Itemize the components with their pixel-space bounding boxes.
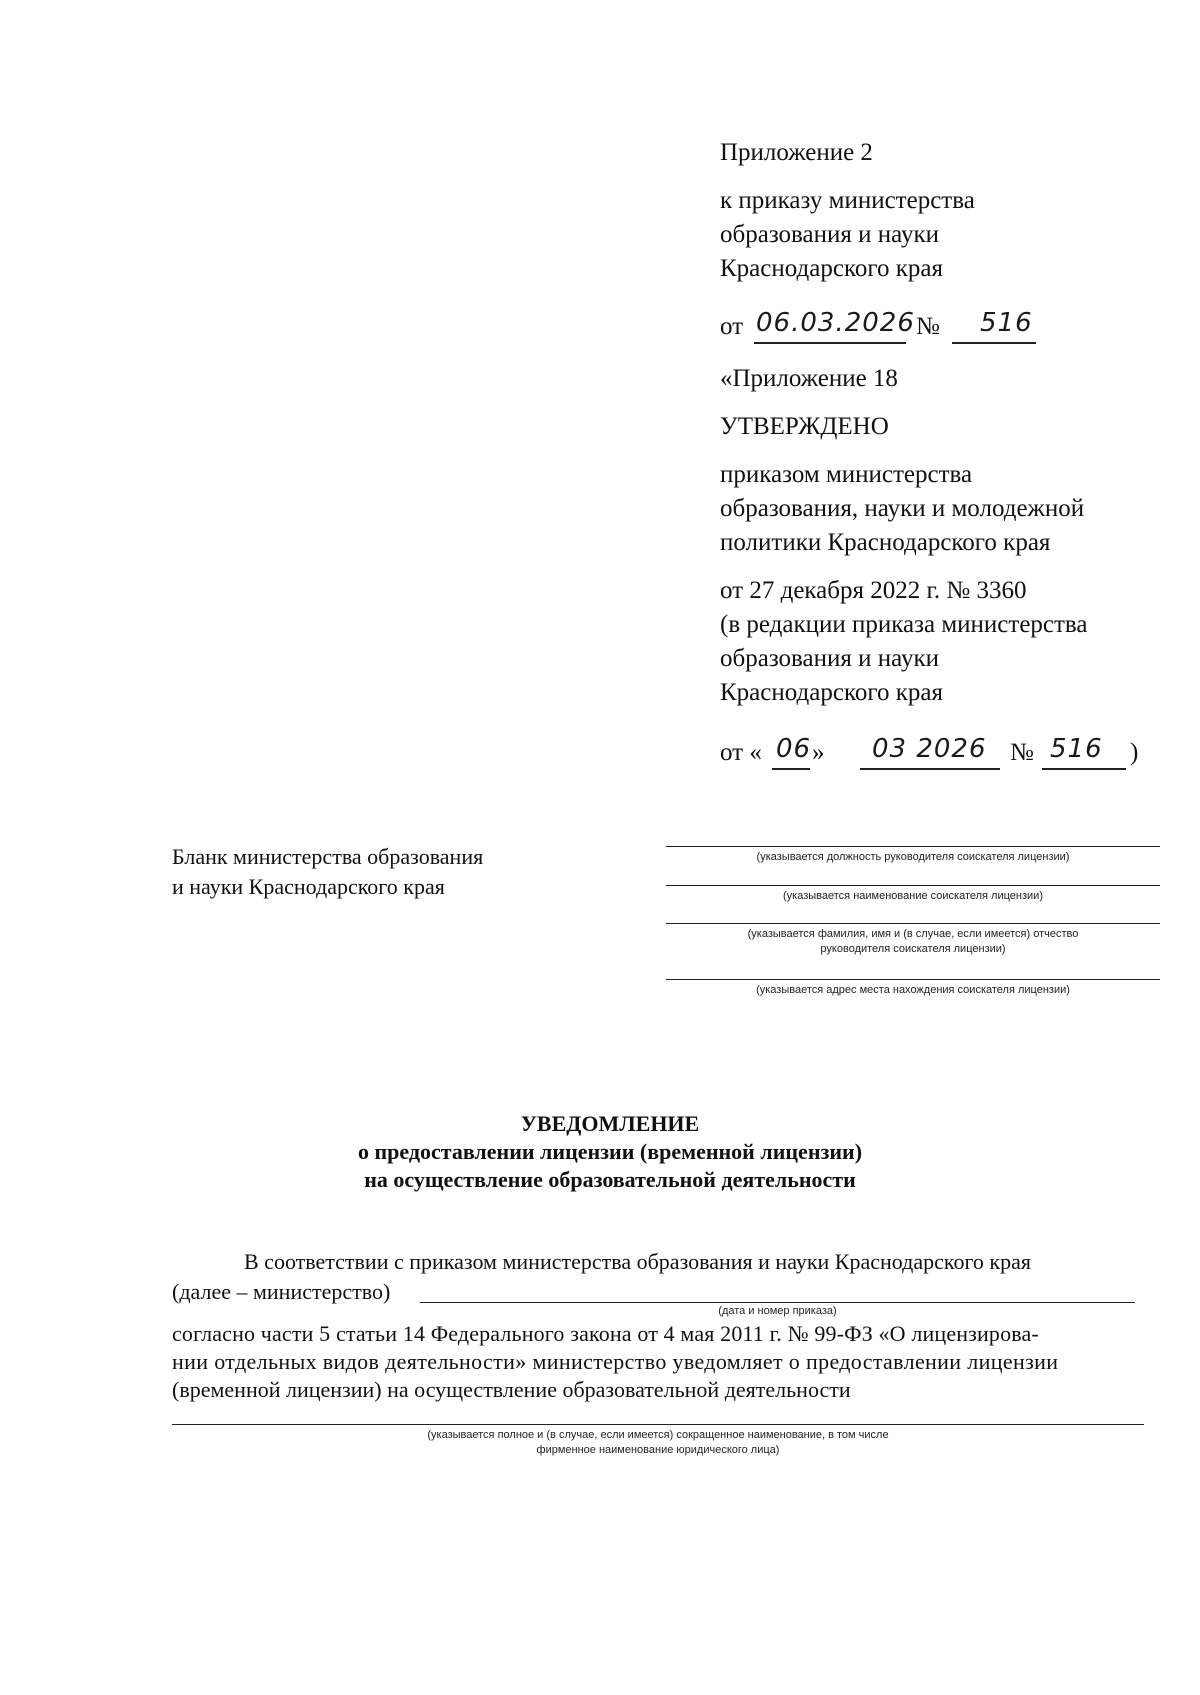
appendix-2-date-row bbox=[720, 306, 1160, 346]
appendix-2-order-line: образования и науки bbox=[720, 221, 939, 248]
address-line bbox=[666, 979, 1160, 980]
organization-caption-line: фирменное наименование юридического лица) bbox=[536, 1444, 780, 1456]
number-sign: № bbox=[1010, 739, 1034, 766]
appendix-18-block bbox=[720, 362, 1180, 710]
handwritten-month-year: 03 2026 bbox=[872, 734, 987, 764]
appendix-2-title: Приложение 2 bbox=[720, 139, 873, 166]
close-quote: » bbox=[812, 739, 825, 766]
approved-heading: УТВЕРЖДЕНО bbox=[720, 413, 889, 440]
address-caption: (указывается адрес места нахождения соискателя лицензии) bbox=[756, 984, 1070, 996]
approved-date-line: от 27 декабря 2022 г. № 3360 bbox=[720, 577, 1027, 604]
notice-subtitle: о предоставлении лицензии (временной лицензии) bbox=[357, 1139, 863, 1164]
number-sign: № bbox=[916, 313, 940, 340]
notice-subtitle: на осуществление образовательной деятельности bbox=[364, 1167, 856, 1192]
approved-date-line: образования и науки bbox=[720, 645, 939, 672]
organization-name-caption bbox=[172, 1428, 1144, 1458]
approved-date-line: (в редакции приказа министерства bbox=[720, 611, 1088, 638]
ministry-blank-line: и науки Краснодарского края bbox=[172, 874, 445, 899]
appendix-2-order-line: Краснодарского края bbox=[720, 255, 943, 282]
name-caption: (указывается наименование соискателя лицензии) bbox=[783, 890, 1043, 902]
name-line bbox=[666, 885, 1160, 886]
date-prefix: от « bbox=[720, 739, 762, 766]
body-line: В соответствии с приказом министерства образования и науки Краснодарского края bbox=[244, 1249, 1031, 1274]
approved-order-line: приказом министерства bbox=[720, 461, 973, 488]
position-line bbox=[666, 846, 1160, 847]
handwritten-date: 06.03.2026 bbox=[756, 308, 915, 338]
body-line: (временной лицензии) на осуществление образовательной деятельности bbox=[172, 1377, 851, 1402]
position-caption: (указывается должность руководителя соискателя лицензии) bbox=[756, 851, 1070, 863]
fio-line bbox=[666, 923, 1160, 924]
ministry-blank-line: Бланк министерства образования bbox=[172, 844, 484, 869]
handwritten-number: 516 bbox=[1050, 734, 1103, 764]
ministry-blank-label bbox=[172, 842, 592, 902]
approved-order-line: образования, науки и молодежной bbox=[720, 495, 1085, 522]
body-line: (далее – министерство) bbox=[172, 1279, 391, 1304]
date-prefix: от bbox=[720, 313, 744, 340]
appendix-18-date-row bbox=[720, 732, 1180, 772]
body-line: согласно части 5 статьи 14 Федерального закона от 4 мая 2011 г. № 99-ФЗ «О лицензирова- bbox=[172, 1321, 1039, 1346]
approved-order-line: политики Краснодарского края bbox=[720, 529, 1051, 556]
organization-caption-line: (указывается полное и (в случае, если имеется) сокращенное наименование, в том числе bbox=[427, 1429, 889, 1441]
approved-date-line: Краснодарского края bbox=[720, 679, 943, 706]
appendix-2-block bbox=[720, 136, 1160, 286]
order-date-caption: (дата и номер приказа) bbox=[718, 1305, 837, 1317]
order-date-line bbox=[420, 1302, 1135, 1303]
fio-caption-line: руководителя соискателя лицензии) bbox=[820, 943, 1006, 955]
organization-name-line bbox=[172, 1424, 1144, 1425]
fio-caption-line: (указывается фамилия, имя и (в случае, если имеется) отчество bbox=[747, 928, 1079, 940]
body-line: нии отдельных видов деятельности» министерство уведомляет о предоставлении лицензии bbox=[172, 1349, 1059, 1374]
appendix-18-title: «Приложение 18 bbox=[720, 365, 898, 392]
close-paren: ) bbox=[1130, 739, 1139, 766]
handwritten-number: 516 bbox=[980, 308, 1033, 338]
appendix-2-order-line: к приказу министерства bbox=[720, 187, 975, 214]
notice-title: УВЕДОМЛЕНИЕ bbox=[520, 1111, 700, 1136]
handwritten-day: 06 bbox=[776, 734, 812, 764]
fio-caption bbox=[666, 927, 1160, 957]
